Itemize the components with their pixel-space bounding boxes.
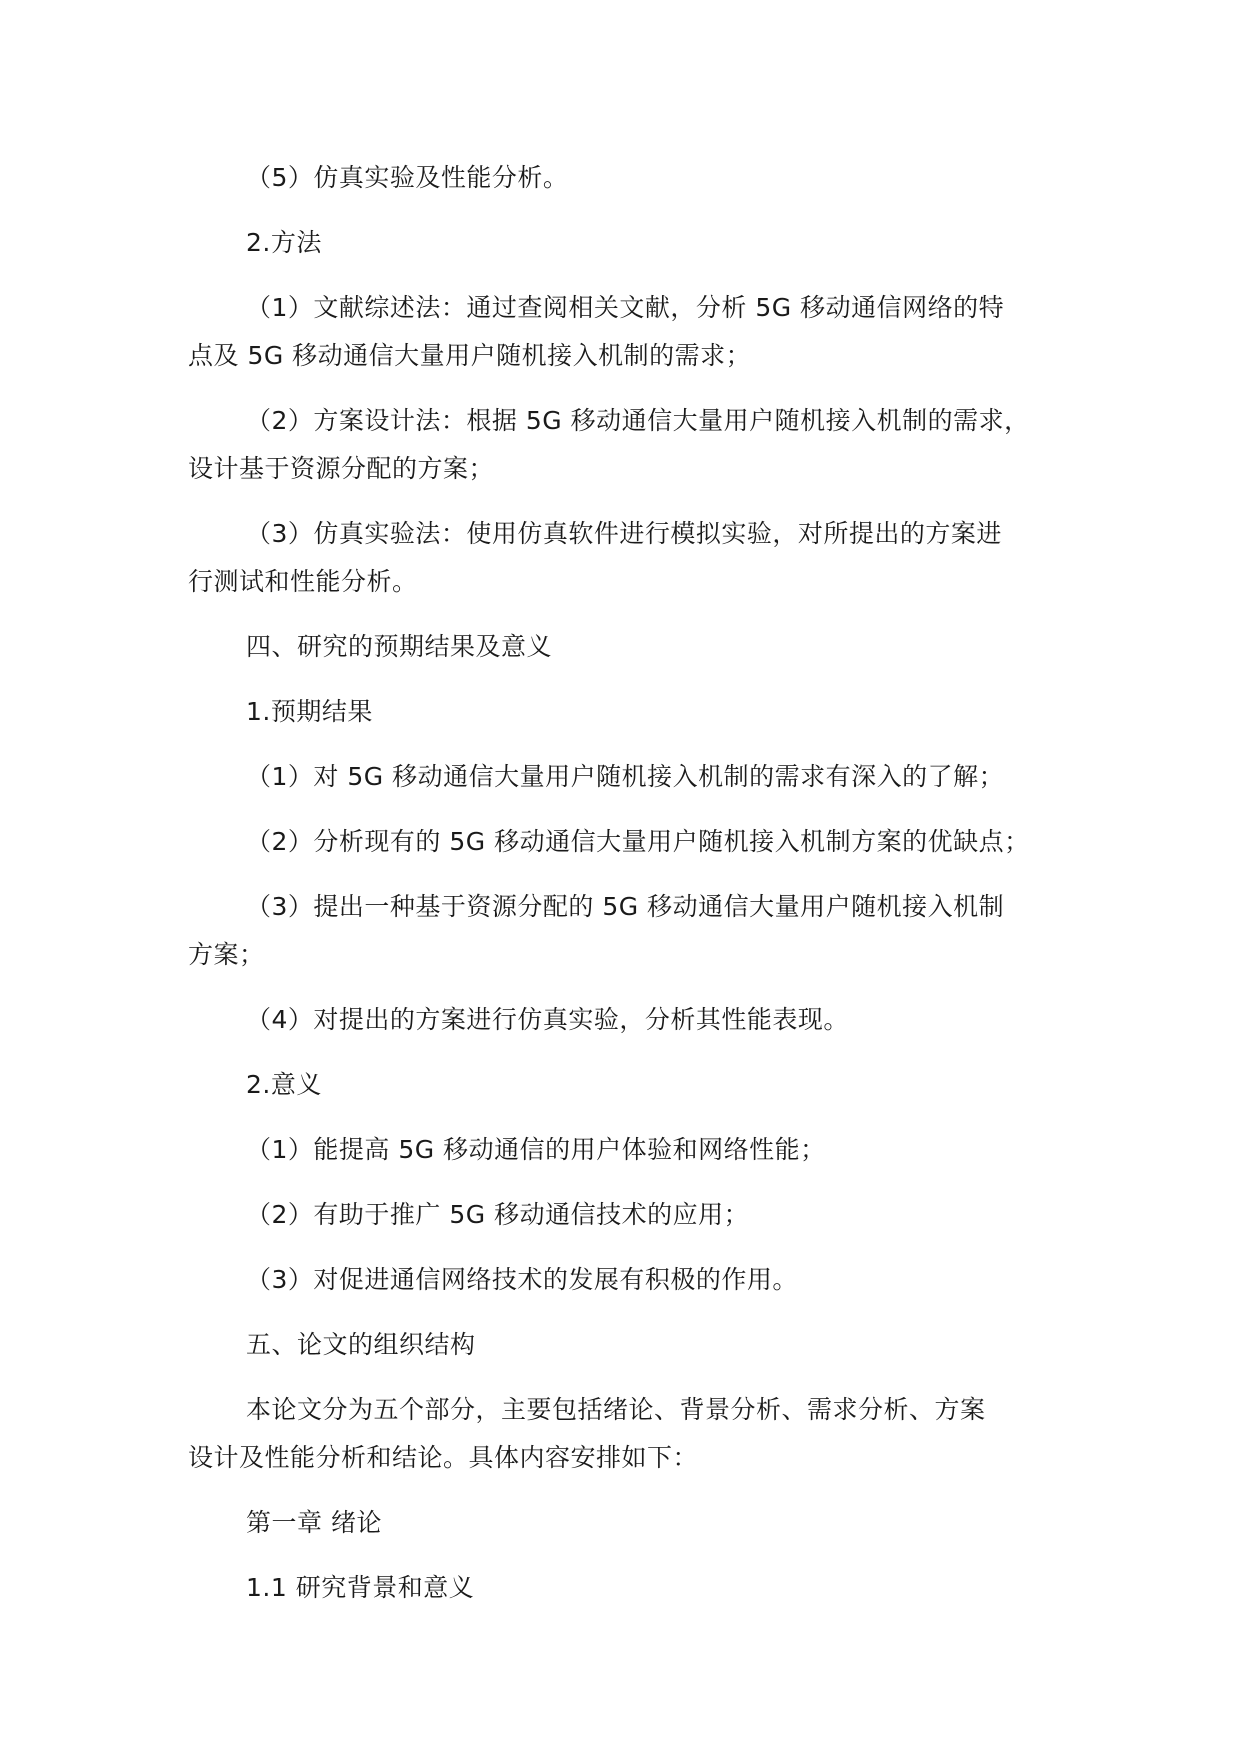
paragraph-line: （1）对 5G 移动通信大量用户随机接入机制的需求有深入的了解；: [246, 762, 1005, 791]
heading-expected-results: [188, 688, 1078, 736]
paragraph-result-2: [188, 818, 1078, 866]
paragraph-line: （2）有助于推广 5G 移动通信技术的应用；: [246, 1200, 750, 1229]
paragraph-line: 设计及性能分析和结论。具体内容安排如下：: [188, 1443, 699, 1472]
paragraph-literature-review: [188, 284, 1078, 380]
paragraph-significance-2: [188, 1191, 1078, 1239]
paragraph-line: 点及 5G 移动通信大量用户随机接入机制的需求；: [188, 341, 752, 370]
paragraph-line: 五、论文的组织结构: [246, 1330, 476, 1359]
paragraph-result-1: [188, 753, 1078, 801]
paragraph-line: 四、研究的预期结果及意义: [246, 632, 553, 661]
paragraph-line: （3）仿真实验法：使用仿真软件进行模拟实验，对所提出的方案进: [246, 519, 1002, 548]
paragraph-line: （5）仿真实验及性能分析。: [246, 163, 569, 192]
paragraph-result-4: [188, 996, 1078, 1044]
heading-thesis-structure: [188, 1321, 1078, 1369]
paragraph-line: （1）能提高 5G 移动通信的用户体验和网络性能；: [246, 1135, 826, 1164]
paragraph-line: 2.意义: [246, 1070, 322, 1099]
paragraph-structure-overview: [188, 1386, 1078, 1482]
heading-methods: [188, 219, 1078, 267]
paragraph-line: 本论文分为五个部分，主要包括绪论、背景分析、需求分析、方案: [246, 1395, 986, 1424]
paragraph-line: 方案；: [188, 940, 265, 969]
paragraph-significance-1: [188, 1126, 1078, 1174]
paragraph-line: 1.预期结果: [246, 697, 373, 726]
paragraph-line: 行测试和性能分析。: [188, 567, 418, 596]
paragraph-line: （1）文献综述法：通过查阅相关文献，分析 5G 移动通信网络的特: [246, 293, 1005, 322]
paragraph-line: （4）对提出的方案进行仿真实验，分析其性能表现。: [246, 1005, 849, 1034]
paragraph-line: 第一章 绪论: [246, 1508, 382, 1537]
paragraph-result-3: [188, 883, 1078, 979]
paragraph-line: （3）提出一种基于资源分配的 5G 移动通信大量用户随机接入机制: [246, 892, 1005, 921]
paragraph-scheme-design: [188, 397, 1078, 493]
document-body: [188, 154, 1078, 1612]
paragraph-line: 1.1 研究背景和意义: [246, 1573, 475, 1602]
paragraph-line: （3）对促进通信网络技术的发展有积极的作用。: [246, 1265, 798, 1294]
paragraph-simulation-analysis: [188, 154, 1078, 202]
paragraph-line: 2.方法: [246, 228, 322, 257]
paragraph-line: （2）分析现有的 5G 移动通信大量用户随机接入机制方案的优缺点；: [246, 827, 1030, 856]
heading-significance: [188, 1061, 1078, 1109]
paragraph-line: 设计基于资源分配的方案；: [188, 454, 495, 483]
heading-expected-results-significance: [188, 623, 1078, 671]
heading-chapter-one: [188, 1499, 1078, 1547]
paragraph-significance-3: [188, 1256, 1078, 1304]
paragraph-line: （2）方案设计法：根据 5G 移动通信大量用户随机接入机制的需求，: [246, 406, 1030, 435]
paragraph-simulation-method: [188, 510, 1078, 606]
heading-section-1-1: [188, 1564, 1078, 1612]
